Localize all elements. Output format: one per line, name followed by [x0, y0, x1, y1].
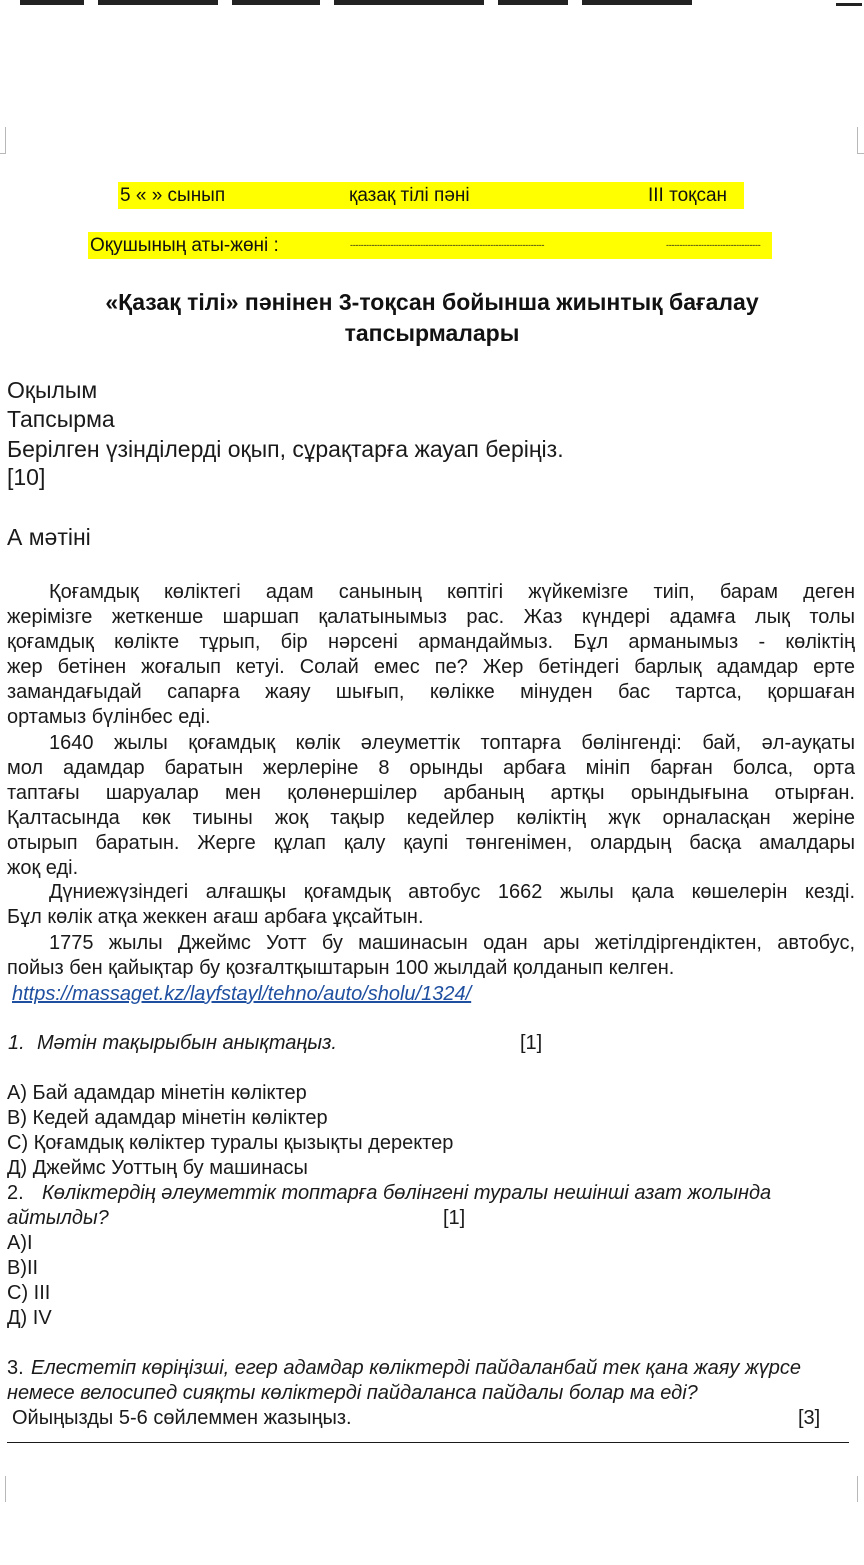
question-2-text-line-1: Көліктердің әлеуметтік топтарға бөлінгені туралы нешінші азат жолында — [42, 1182, 772, 1204]
crop-mark-bottom-right — [857, 1476, 858, 1502]
question-3-instruction: Ойыңызды 5-6 сөйлеммен жазыңыз. — [12, 1407, 352, 1429]
source-link[interactable]: https://massaget.kz/layfstayl/tehno/auto/sholu/1324/ — [12, 983, 472, 1005]
class-label: 5 « » сынып — [120, 185, 226, 206]
crop-mark-top-right-h — [857, 153, 864, 154]
paragraph-line: жоқ еді. — [7, 857, 79, 879]
paragraph-line: 1640 жылы қоғамдық көлік әлеуметтік топтарға бөлінгенді: бай, әл-ауқаты — [49, 732, 855, 754]
question-3-number: 3. — [7, 1357, 24, 1379]
question-2-option-a: А)І — [7, 1232, 33, 1254]
paragraph-line: Бұл көлік атқа жеккен ағаш арбаға ұқсайтын. — [7, 906, 424, 928]
task-marks: [10] — [7, 464, 46, 490]
paragraph-line: ортамыз бүлінбес еді. — [7, 706, 211, 728]
section-heading: Оқылым — [7, 377, 98, 403]
question-1-option-a: А) Бай адамдар мінетін көліктер — [7, 1082, 307, 1104]
question-1-option-c: С) Қоғамдық көліктер туралы қызықты деректер — [7, 1132, 454, 1154]
subject-label: қазақ тілі пәні — [349, 185, 470, 206]
student-extra-blank: ----------------------------------- — [666, 240, 761, 250]
question-3-text-line-1: Елестетіп көріңізші, егер адамдар көліктерді пайдаланбай тек қана жаяу жүрсе — [31, 1357, 801, 1379]
paragraph-line: Қалтасында көк тиыны жоқ тақыр кедейлер көліктің жүк орналасқан жеріне — [7, 807, 855, 829]
question-2-option-b: В)ІІ — [7, 1257, 39, 1279]
text-heading: А мәтіні — [7, 524, 91, 550]
question-2-option-d: Д) ІV — [7, 1307, 52, 1329]
answer-line[interactable] — [7, 1442, 849, 1443]
paragraph-line: замандағыдай сапарға жаяу шығып, көлікке мінуден бас тартса, қоршаған — [7, 681, 855, 703]
paragraph-line: мол адамдар баратын жерлеріне 8 орынды арбаға мініп барған болса, орта — [7, 757, 855, 779]
question-2-option-c: С) ІІІ — [7, 1282, 51, 1304]
crop-mark-top-right — [857, 127, 858, 153]
quarter-label: ІІІ тоқсан — [648, 185, 728, 206]
crop-mark-bottom-left — [5, 1476, 6, 1502]
task-instruction: Берілген үзінділерді оқып, сұрақтарға жауап беріңіз. — [7, 436, 564, 462]
paragraph-line: жерімізге жеткенше шаршап қалатынымыз рас. Жаз күндері адамға лық толы — [7, 606, 855, 628]
question-3-marks: [3] — [798, 1407, 821, 1429]
task-heading: Тапсырма — [7, 406, 115, 432]
clipped-text-line — [20, 0, 800, 6]
paragraph-line: Дүниежүзіндегі алғашқы қоғамдық автобус 1662 жылы қала көшелерін кезді. — [49, 881, 855, 903]
question-1-option-b: В) Кедей адамдар мінетін көліктер — [7, 1107, 328, 1129]
question-1-number: 1. — [8, 1032, 25, 1054]
question-2-text-line-2: айтылды? — [7, 1207, 109, 1229]
student-name-label: Оқушының аты-жөні : — [90, 235, 279, 256]
crop-mark-top-left-h — [0, 153, 6, 154]
paragraph-line: пойыз бен қайықтар бу қозғалтқыштарын 100 жылдай қолданып келген. — [7, 957, 675, 979]
paragraph-line: Қоғамдық көліктегі адам санының көптігі жүйкемізге тиіп, барам деген — [49, 581, 855, 603]
page-title-line-1: «Қазақ тілі» пәнінен 3-тоқсан бойынша жиынтық бағалау — [105, 289, 759, 315]
page-title-line-2: тапсырмалары — [344, 320, 520, 346]
paragraph-line: қоғамдық көлікте тұрып, бір нәрсені армандаймыз. Бұл арманымыз - көліктің — [7, 631, 855, 653]
crop-mark-top-left — [5, 127, 6, 153]
top-right-dash — [836, 3, 862, 6]
paragraph-line: отырып баратын. Жерге құлап қалу қаупі төнгенімен, олардың басқа амалдары — [7, 832, 855, 854]
question-1-option-d: Д) Джеймс Уоттың бу машинасы — [7, 1157, 308, 1179]
student-name-blank: ------------------------------------------------------------------------ — [350, 240, 545, 250]
paragraph-line: таптағы шаруалар мен қолөнершілер арбаның артқы орындығына отырған. — [7, 782, 855, 804]
question-2-number: 2. — [7, 1182, 24, 1204]
question-3-text-line-2: немесе велосипед сияқты көліктерді пайдаланса пайдалы болар ма еді? — [7, 1382, 698, 1404]
paragraph-line: жер бетінен жоғалып кетуі. Солай емес пе? Жер бетіндегі барлық адамдар ерте — [7, 656, 855, 678]
question-1-marks: [1] — [520, 1032, 543, 1054]
paragraph-line: 1775 жылы Джеймс Уотт бу машинасын одан ары жетілдіргендіктен, автобус, — [49, 932, 855, 954]
question-1-text: Мәтін тақырыбын анықтаңыз. — [37, 1032, 337, 1054]
question-2-marks: [1] — [443, 1207, 466, 1229]
